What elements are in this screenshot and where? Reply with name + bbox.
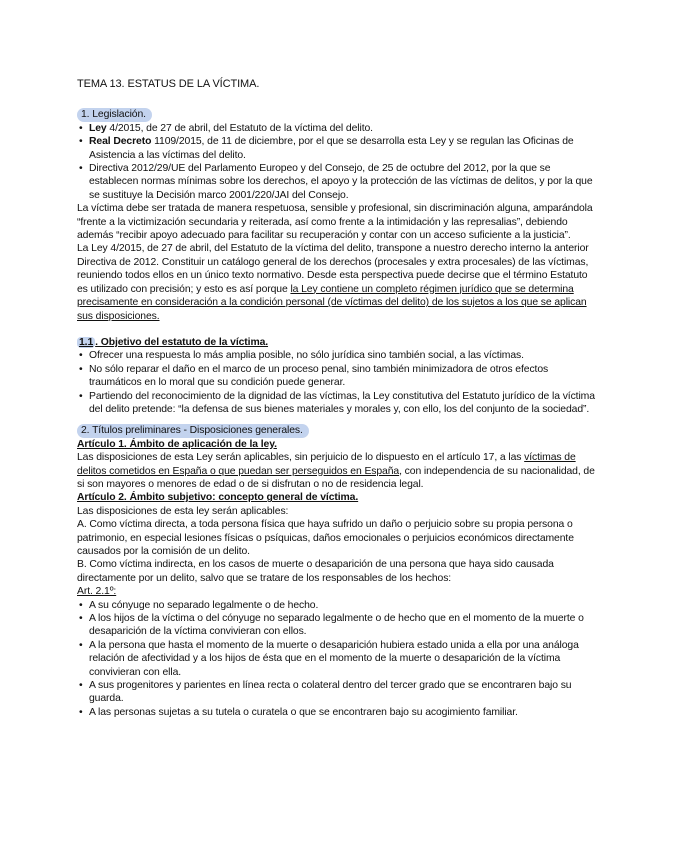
section-objetivo xyxy=(77,336,597,416)
heading-number: 1.1 xyxy=(79,336,94,348)
article-ref: Art. 2.1º: xyxy=(77,586,117,598)
list-item: • No sólo reparar el daño en el marco de un proceso penal, sino también minimizadora de otros efectos traumáticos en lo moral que su condición puede generar. xyxy=(77,363,597,390)
document-page xyxy=(77,78,597,719)
list-text: 1109/2015, de 11 de diciembre, por el que se desarrolla esta Ley y se regulan las Oficinas de Asistencia a las víctimas del delito. xyxy=(89,136,574,161)
article-title: Artículo 2. Ámbito subjetivo: concepto general de víctima. xyxy=(77,492,359,504)
list-item: • A sus progenitores y parientes en línea recta o colateral dentro del tercer grado que se encontraren bajo su guarda. xyxy=(77,679,597,706)
list-item: • A los hijos de la víctima o del cónyuge no separado legalmente o de hecho que en el momento de la muerte o desaparición de la víctima convivieran con ellos. xyxy=(77,612,597,639)
list-item: • Partiendo del reconocimiento de la dignidad de las víctimas, la Ley constitutiva del Estatuto jurídico de la víctima del delito pretende: “la defensa de sus bienes materiales y morales y, con ello, los del conjunto de la sociedad”. xyxy=(77,390,597,417)
section-heading: 2. Títulos preliminares - Disposiciones generales. xyxy=(77,424,309,437)
underlined-text: la Ley contiene un completo régimen jurídico que se determina precisamente en consideración a la condición personal (de víctimas del delito) de los sujetos a los que se aplican sus disposiciones. xyxy=(77,283,587,322)
paragraph-text: La Ley 4/2015, de 27 de abril, del Estatuto de la víctima del delito, transpone a nuestro derecho interno la anterior Directiva de 2012. Constituir un catálogo general de los derechos (procesales y extra procesales) de las víctimas, reuniendo todos ellos en un único texto normativo. Desde esta perspectiva puede decirse que el término Estatuto es utilizado con precisión; y esto es así porque xyxy=(77,243,589,295)
bold-text: Ley xyxy=(89,122,107,134)
section-heading: 1. Legislación. xyxy=(77,108,152,121)
bold-text: Real Decreto xyxy=(89,136,152,148)
document-title: TEMA 13. ESTATUS DE LA VÍCTIMA. xyxy=(77,78,260,90)
heading-text: . Objetivo del estatuto de la víctima. xyxy=(95,336,269,348)
paragraph-text: , con independencia de su nacionalidad, de si son mayores o menores de edad o de si disfrutan o no de residencia legal. xyxy=(77,465,595,490)
objective-list xyxy=(77,349,597,416)
subsection-heading xyxy=(77,336,597,349)
section-legislacion xyxy=(77,106,597,323)
list-item: • A la persona que hasta el momento de la muerte o desaparición hubiera estado unida a ella por una análoga relación de afectividad y a los hijos de ésta que en el momento de la muerte o desaparición de la víctima convivieran con ella. xyxy=(77,639,597,679)
list-item: • A las personas sujetas a su tutela o curatela o que se encontraren bajo su acogimiento familiar. xyxy=(77,706,597,719)
list-item: • Directiva 2012/29/UE del Parlamento Europeo y del Consejo, de 25 de octubre del 2012, por la que se establecen normas mínimas sobre los derechos, el apoyo y la protección de las víctimas de delitos, y por la que se sustituye la Decisión marco 2001/220/JAI del Consejo. xyxy=(77,162,597,202)
list-item: • A su cónyuge no separado legalmente o de hecho. xyxy=(77,599,597,612)
paragraph xyxy=(77,242,597,322)
law-list xyxy=(77,122,597,202)
list-item: • Ofrecer una respuesta lo más amplia posible, no sólo jurídica sino también social, a las víctimas. xyxy=(77,349,597,362)
list-item xyxy=(77,122,597,135)
paragraph: Las disposiciones de esta ley serán aplicables: xyxy=(77,505,289,517)
paragraph xyxy=(77,451,597,491)
victim-list xyxy=(77,599,597,720)
underlined-text: víctimas de delitos cometidos en España o que puedan ser perseguidos en España xyxy=(77,452,576,477)
paragraph-text: Las disposiciones de esta Ley serán aplicables, sin perjuicio de lo dispuesto en el artículo 17, a las xyxy=(77,452,525,464)
list-item xyxy=(77,135,597,162)
article-title: Artículo 1. Ámbito de aplicación de la ley. xyxy=(77,438,277,450)
paragraph: B. Como víctima indirecta, en los casos de muerte o desaparición de una persona que haya sido causada directamente por un delito, salvo que se tratare de los responsables de los hechos: xyxy=(77,559,554,584)
paragraph: A. Como víctima directa, a toda persona física que haya sufrido un daño o perjuicio sobre su propia persona o patrimonio, en especial lesiones físicas o psíquicas, daños emocionales o perjuicios económicos directamente causados por la comisión de un delito. xyxy=(77,519,574,557)
paragraph: La víctima debe ser tratada de manera respetuosa, sensible y profesional, sin discriminación alguna, amparándola “frente a la victimización secundaria y reiterada, así como frente a la intimidación y las represalias”, debiendo además “recibir apoyo adecuado para facilitar su recuperación y contar con un acceso suficiente a la justicia”. xyxy=(77,203,593,242)
section-titulos xyxy=(77,422,597,719)
list-text: 4/2015, de 27 de abril, del Estatuto de la víctima del delito. xyxy=(106,122,373,134)
